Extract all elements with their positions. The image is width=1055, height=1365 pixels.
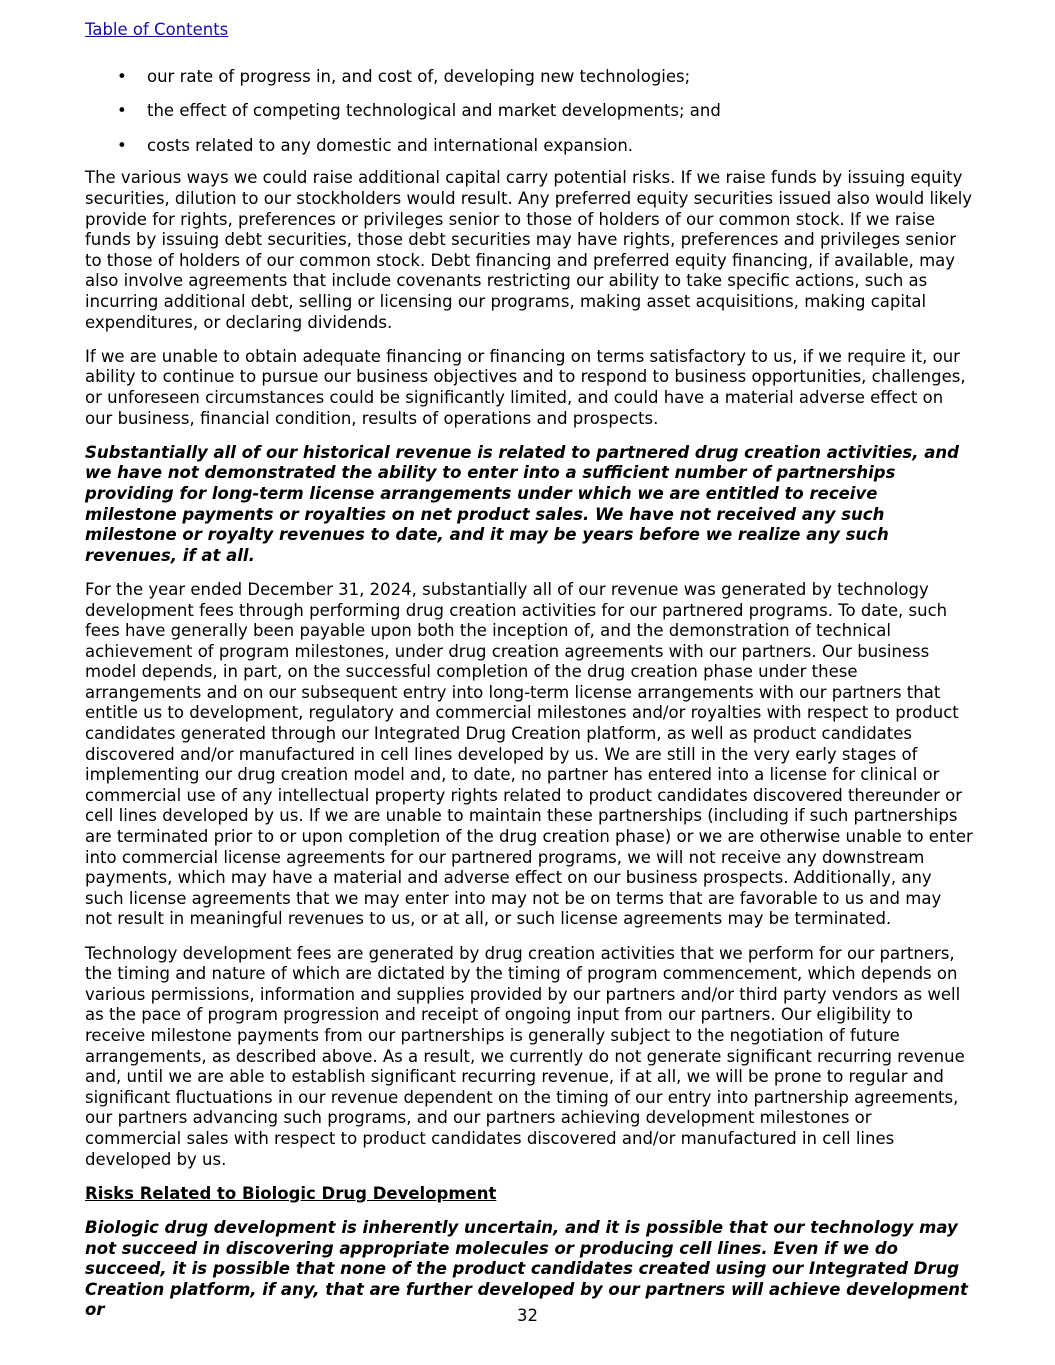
section-heading-biologic-risks: Risks Related to Biologic Drug Development <box>85 1183 497 1203</box>
paragraph-capital-risks: The various ways we could raise additional capital carry potential risks. If we raise funds by issuing equity securities, dilution to our stockholders would result. Any preferred equity securities issued also would likely provide for rights, preferences or privileges senior to those of holders of our common stock. If we raise funds by issuing debt securities, those debt securities may have rights, preferences and privileges senior to those of holders of our common stock. Debt financing and preferred equity financing, if available, may also involve agreements that include covenants restricting our ability to take specific actions, such as incurring additional debt, selling or licensing our programs, making asset acquisitions, making capital expenditures, or declaring dividends. <box>85 168 973 332</box>
document-page <box>85 19 973 1334</box>
paragraph-financing: If we are unable to obtain adequate financing or financing on terms satisfactory to us, if we require it, our ability to continue to pursue our business objectives and to respond to business opportunities, challenges, or unforeseen circumstances could be significantly limited, and could have a material adverse effect on our business, financial condition, results of operations and prospects. <box>85 346 966 428</box>
paragraph-technology-fees: Technology development fees are generated by drug creation activities that we perform for our partners, the timing and nature of which are dictated by the timing of program commencement, which depends on various permissions, information and supplies provided by our partners and/or third party vendors as well as the pace of program progression and receipt of ongoing input from our partners. Our eligibility to receive milestone payments from our partnerships is generally subject to the negotiation of future arrangements, as described above. As a result, we currently do not generate significant recurring revenue and, until we are able to establish significant recurring revenue, if at all, we will be prone to regular and significant fluctuations in our revenue dependent on the timing of our entry into partnership agreements, our partners advancing such programs, and our partners achieving development milestones or commercial sales with respect to product candidates discovered and/or manufactured in cell lines developed by us. <box>85 943 965 1169</box>
list-item <box>85 101 973 122</box>
paragraph-revenue-2024: For the year ended December 31, 2024, substantially all of our revenue was generated by technology development fees through performing drug creation activities for our partnered programs. To date, such fees have generally been payable upon both the inception of, and the demonstration of technical achievement of program milestones, under drug creation agreements with our partners. Our business model depends, in part, on the successful completion of the drug creation phase under these arrangements and on our subsequent entry into long-term license arrangements with our partners that entitle us to development, regulatory and commercial milestones and/or royalties with respect to product candidates generated through our Integrated Drug Creation platform, as well as product candidates discovered and/or manufactured in cell lines developed by us. We are still in the very early stages of implementing our drug creation model and, to date, no partner has entered into a license for clinical or commercial use of any intellectual property rights related to product candidates discovered thereunder or cell lines developed by us. If we are unable to maintain these partnerships (including if such partnerships are terminated prior to or upon completion of the drug creation phase) or we are otherwise unable to enter into commercial license agreements for our partnered programs, we will not receive any downstream payments, which may have a material and adverse effect on our business prospects. Additionally, any such license agreements that we may enter into may not be on terms that are favorable to us and may not result in meaningful revenues to us, or at all, or such license agreements may be terminated. <box>85 579 973 929</box>
list-item-text: the effect of competing technological and market developments; and <box>147 101 721 121</box>
table-of-contents-link[interactable]: Table of Contents <box>85 20 229 39</box>
bullet-icon: • <box>117 135 127 155</box>
list-item-text: our rate of progress in, and cost of, developing new technologies; <box>147 67 691 86</box>
page-number: 32 <box>517 1306 538 1325</box>
risk-factor-heading-revenue: Substantially all of our historical revenue is related to partnered drug creation activities, and we have not demonstrated the ability to enter into a sufficient number of partnerships providing for long-term license arrangements under which we are entitled to receive milestone payments or royalties on net product sales. We have not received any such milestone or royalty revenues to date, and it may be years before we realize any such revenues, if at all. <box>85 442 959 565</box>
bullet-icon: • <box>117 67 127 86</box>
list-item-text: costs related to any domestic and international expansion. <box>147 135 634 155</box>
bullet-list <box>85 67 973 157</box>
list-item <box>85 136 973 157</box>
list-item <box>85 67 973 88</box>
risk-factor-heading-biologic: Biologic drug development is inherently uncertain, and it is possible that our technology may not succeed in discovering appropriate molecules or producing cell lines. Even if we do succeed, it is possible that none of the product candidates created using our Integrated Drug Creation platform, if any, that are further developed by our partners will achieve development or <box>85 1217 968 1320</box>
bullet-icon: • <box>117 101 127 121</box>
